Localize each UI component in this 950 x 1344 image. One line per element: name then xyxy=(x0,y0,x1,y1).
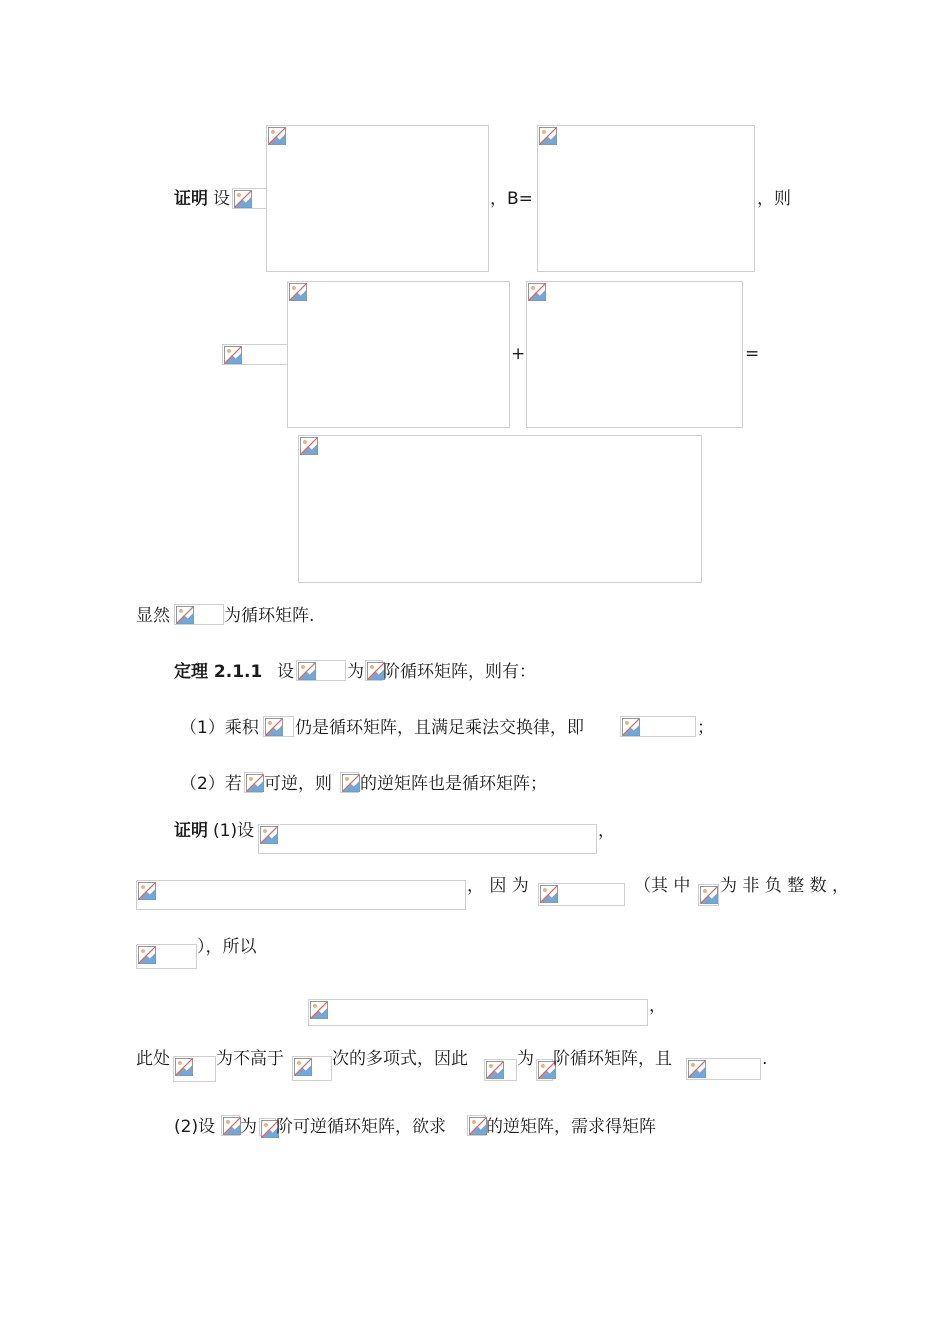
matrix-sum-image xyxy=(298,435,702,583)
broken-image-icon xyxy=(223,1117,241,1135)
item2-prefix: （2）若 xyxy=(180,774,242,794)
comma-b-text: ，B= xyxy=(490,189,533,209)
broken-image-icon xyxy=(176,606,194,624)
comma2-text: ， xyxy=(649,996,666,1016)
matrix-image xyxy=(526,281,743,428)
period-text: . xyxy=(762,1049,768,1069)
formula-image xyxy=(538,883,625,906)
order-and-text: 阶循环矩阵，且 xyxy=(553,1049,672,1069)
broken-image-icon xyxy=(528,283,546,301)
broken-image-icon xyxy=(175,1058,193,1076)
matrix-a-image xyxy=(266,125,489,272)
nonneg-text: 为 非 负 整 数 ， xyxy=(720,876,850,896)
formula-image xyxy=(174,604,224,625)
broken-image-icon xyxy=(539,127,557,145)
is-circulant-text: 为循环矩阵. xyxy=(224,606,315,626)
she-text: 设 xyxy=(213,189,230,209)
is-text: 为 xyxy=(517,1049,534,1069)
then-text: ，则 xyxy=(757,189,791,209)
broken-image-icon xyxy=(300,437,318,455)
theorem-label: 定理 2.1.1 xyxy=(174,662,263,682)
formula-image xyxy=(173,1056,216,1082)
formula-image xyxy=(484,1059,517,1081)
formula-image xyxy=(292,1056,332,1081)
obviously-text: 显然 xyxy=(136,606,170,626)
formula-image xyxy=(620,716,696,737)
order-circulant-text: 阶循环矩阵，则有： xyxy=(383,662,536,682)
formula-image xyxy=(222,344,288,365)
broken-image-icon xyxy=(298,662,316,680)
formula-image xyxy=(296,660,346,681)
comma-text: ， xyxy=(598,821,615,841)
formula-image xyxy=(365,660,383,681)
broken-image-icon xyxy=(138,882,156,900)
broken-image-icon xyxy=(260,826,278,844)
she-text: 设 xyxy=(277,662,294,682)
because-text: ， 因 为 xyxy=(467,876,529,896)
proof-label: 证明 xyxy=(174,189,208,209)
broken-image-icon xyxy=(540,885,558,903)
broken-image-icon xyxy=(342,774,360,792)
formula-image xyxy=(259,1118,276,1136)
formula-image xyxy=(536,1059,553,1081)
broken-image-icon xyxy=(138,946,156,964)
so-text: ），所以 xyxy=(197,937,257,957)
here-text: 此处 xyxy=(136,1049,170,1069)
item1-mid: 仍是循环矩阵，且满足乘法交换律，即 xyxy=(295,718,584,738)
formula-image xyxy=(340,772,359,793)
formula-image xyxy=(698,884,719,906)
order-inv-text: 阶可逆循环矩阵，欲求 xyxy=(276,1117,446,1137)
broken-image-icon xyxy=(289,283,307,301)
broken-image-icon xyxy=(265,718,283,736)
item2-mid: 可逆，则 xyxy=(264,774,332,794)
wei-text: 为 xyxy=(240,1117,257,1137)
matrix-b-image xyxy=(537,125,755,272)
broken-image-icon xyxy=(224,346,242,364)
broken-image-icon xyxy=(622,718,640,736)
formula-image xyxy=(232,188,267,209)
formula-image xyxy=(221,1115,240,1136)
broken-image-icon xyxy=(700,886,718,904)
part2-text: (2)设 xyxy=(174,1117,216,1137)
plus-sign: + xyxy=(511,344,526,364)
broken-image-icon xyxy=(688,1060,706,1078)
formula-image xyxy=(263,716,294,737)
item2-end: 的逆矩阵也是循环矩阵； xyxy=(360,774,547,794)
broken-image-icon xyxy=(469,1117,487,1135)
formula-image xyxy=(467,1115,486,1136)
equals-sign: = xyxy=(745,344,760,364)
poly-text: 次的多项式，因此 xyxy=(332,1049,468,1069)
formula-image xyxy=(136,880,466,910)
proof-label: 证明 xyxy=(174,821,208,841)
formula-image xyxy=(686,1058,761,1080)
item1-prefix: （1）乘积 xyxy=(180,718,259,738)
broken-image-icon xyxy=(310,1001,328,1019)
broken-image-icon xyxy=(246,774,264,792)
not-higher-text: 为不高于 xyxy=(216,1049,284,1069)
broken-image-icon xyxy=(234,190,252,208)
formula-image xyxy=(136,944,197,969)
where-text: （其 中 xyxy=(634,876,691,896)
broken-image-icon xyxy=(486,1061,504,1079)
part1-text: (1)设 xyxy=(213,821,255,841)
matrix-image xyxy=(287,281,510,428)
broken-image-icon xyxy=(268,127,286,145)
item1-end: ； xyxy=(697,718,714,738)
broken-image-icon xyxy=(294,1058,312,1076)
formula-image xyxy=(258,824,597,854)
wei-text: 为 xyxy=(347,662,364,682)
formula-image xyxy=(244,772,263,793)
inverse-text: 的逆矩阵，需求得矩阵 xyxy=(486,1117,656,1137)
formula-image xyxy=(308,999,648,1026)
